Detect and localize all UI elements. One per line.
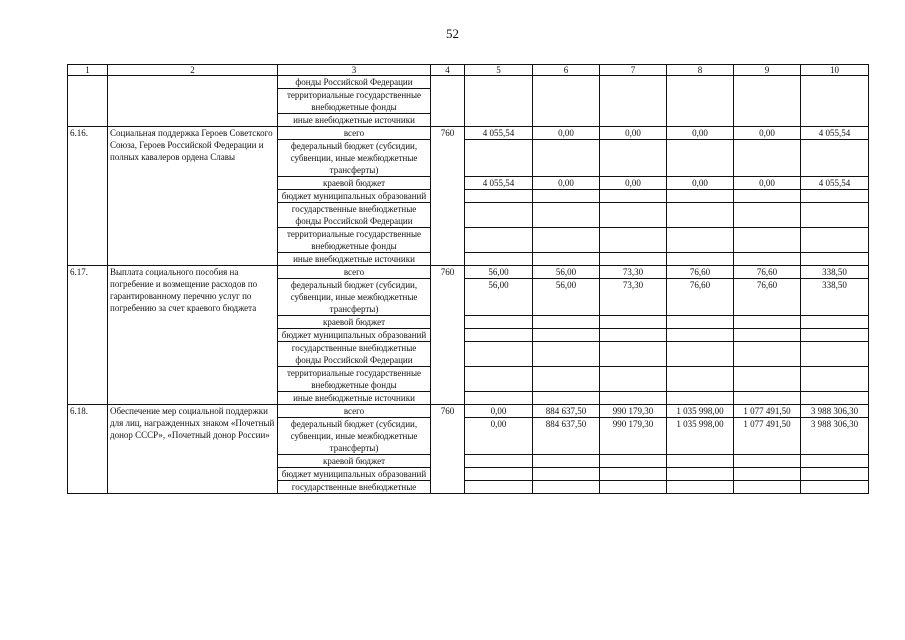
value-cell: 76,60 <box>734 279 801 316</box>
value-cell: 56,00 <box>533 279 600 316</box>
header-cell: 6 <box>533 65 600 76</box>
source-cell: государственные внебюджетные фонды Российской Федерации <box>278 342 431 367</box>
source-cell: территориальные государственные внебюджетные фонды <box>278 367 431 392</box>
name-cell: Социальная поддержка Героев Советского Союза, Героев Российской Федерации и полных кавалеров ордена Славы <box>108 127 278 266</box>
code-cell: 6.17. <box>68 266 108 405</box>
col4-cell <box>431 76 465 127</box>
col4-cell: 760 <box>431 127 465 266</box>
value-cell: 0,00 <box>667 177 734 190</box>
value-cell: 0,00 <box>533 177 600 190</box>
value-cell: 990 179,30 <box>600 418 667 455</box>
header-cell: 10 <box>801 65 869 76</box>
header-cell: 5 <box>465 65 533 76</box>
value-cell: 73,30 <box>600 266 667 279</box>
page-number: 52 <box>446 26 459 41</box>
value-cell: 3 988 306,30 <box>801 405 869 418</box>
source-cell: федеральный бюджет (субсидии, субвенции, иные межбюджетные трансферты) <box>278 140 431 177</box>
value-cell: 4 055,54 <box>801 177 869 190</box>
table-row <box>68 405 869 418</box>
value-cell: 338,50 <box>801 266 869 279</box>
header-cell: 2 <box>108 65 278 76</box>
source-cell: государственные внебюджетные фонды Российской Федерации <box>278 203 431 228</box>
header-cell: 7 <box>600 65 667 76</box>
header-cell: 8 <box>667 65 734 76</box>
header-row <box>68 65 869 76</box>
name-cell <box>108 76 278 127</box>
code-cell: 6.18. <box>68 405 108 494</box>
value-cell: 73,30 <box>600 279 667 316</box>
header-cell: 9 <box>734 65 801 76</box>
value-cell: 0,00 <box>465 405 533 418</box>
code-cell: 6.16. <box>68 127 108 266</box>
source-cell: территориальные государственные внебюджетные фонды <box>278 89 431 114</box>
value-cell: 76,60 <box>667 266 734 279</box>
value-cell: 990 179,30 <box>600 405 667 418</box>
value-cell: 0,00 <box>600 127 667 140</box>
header-cell: 1 <box>68 65 108 76</box>
value-cell: 56,00 <box>465 279 533 316</box>
value-cell: 338,50 <box>801 279 869 316</box>
value-cell: 884 637,50 <box>533 405 600 418</box>
value-cell: 0,00 <box>600 177 667 190</box>
value-cell: 56,00 <box>465 266 533 279</box>
source-cell: государственные внебюджетные <box>278 481 431 494</box>
col4-cell: 760 <box>431 266 465 405</box>
name-cell: Выплата социального пособия на погребение и возмещение расходов по гарантированному перечню услуг по погребению за счет краевого бюджета <box>108 266 278 405</box>
table-row <box>68 127 869 140</box>
value-cell: 76,60 <box>734 266 801 279</box>
value-cell: 4 055,54 <box>465 127 533 140</box>
value-cell: 0,00 <box>734 127 801 140</box>
source-cell: федеральный бюджет (субсидии, субвенции, иные межбюджетные трансферты) <box>278 279 431 316</box>
source-cell: всего <box>278 127 431 140</box>
value-cell: 1 035 998,00 <box>667 405 734 418</box>
value-cell: 4 055,54 <box>801 127 869 140</box>
col4-cell: 760 <box>431 405 465 494</box>
value-cell: 884 637,50 <box>533 418 600 455</box>
source-cell: краевой бюджет <box>278 455 431 468</box>
value-cell: 4 055,54 <box>465 177 533 190</box>
value-cell: 76,60 <box>667 279 734 316</box>
source-cell: бюджет муниципальных образований <box>278 190 431 203</box>
value-cell: 0,00 <box>734 177 801 190</box>
source-cell: федеральный бюджет (субсидии, субвенции, иные межбюджетные трансферты) <box>278 418 431 455</box>
source-cell: фонды Российской Федерации <box>278 76 431 89</box>
source-cell: всего <box>278 266 431 279</box>
value-cell: 56,00 <box>533 266 600 279</box>
source-cell: территориальные государственные внебюджетные фонды <box>278 228 431 253</box>
value-cell: 1 077 491,50 <box>734 405 801 418</box>
source-cell: всего <box>278 405 431 418</box>
budget-table <box>67 64 869 494</box>
header-cell: 3 <box>278 65 431 76</box>
code-cell <box>68 76 108 127</box>
source-cell: краевой бюджет <box>278 177 431 190</box>
source-cell: краевой бюджет <box>278 316 431 329</box>
source-cell: иные внебюджетные источники <box>278 253 431 266</box>
source-cell: бюджет муниципальных образований <box>278 329 431 342</box>
source-cell: иные внебюджетные источники <box>278 392 431 405</box>
value-cell: 3 988 306,30 <box>801 418 869 455</box>
name-cell: Обеспечение мер социальной поддержки для лиц, награжденных знаком «Почетный донор СССР», «Почетный донор России» <box>108 405 278 494</box>
header-cell: 4 <box>431 65 465 76</box>
source-cell: бюджет муниципальных образований <box>278 468 431 481</box>
table-row <box>68 76 869 89</box>
table-row <box>68 266 869 279</box>
value-cell: 1 077 491,50 <box>734 418 801 455</box>
source-cell: иные внебюджетные источники <box>278 114 431 127</box>
value-cell: 0,00 <box>465 418 533 455</box>
value-cell: 0,00 <box>667 127 734 140</box>
value-cell: 1 035 998,00 <box>667 418 734 455</box>
value-cell: 0,00 <box>533 127 600 140</box>
